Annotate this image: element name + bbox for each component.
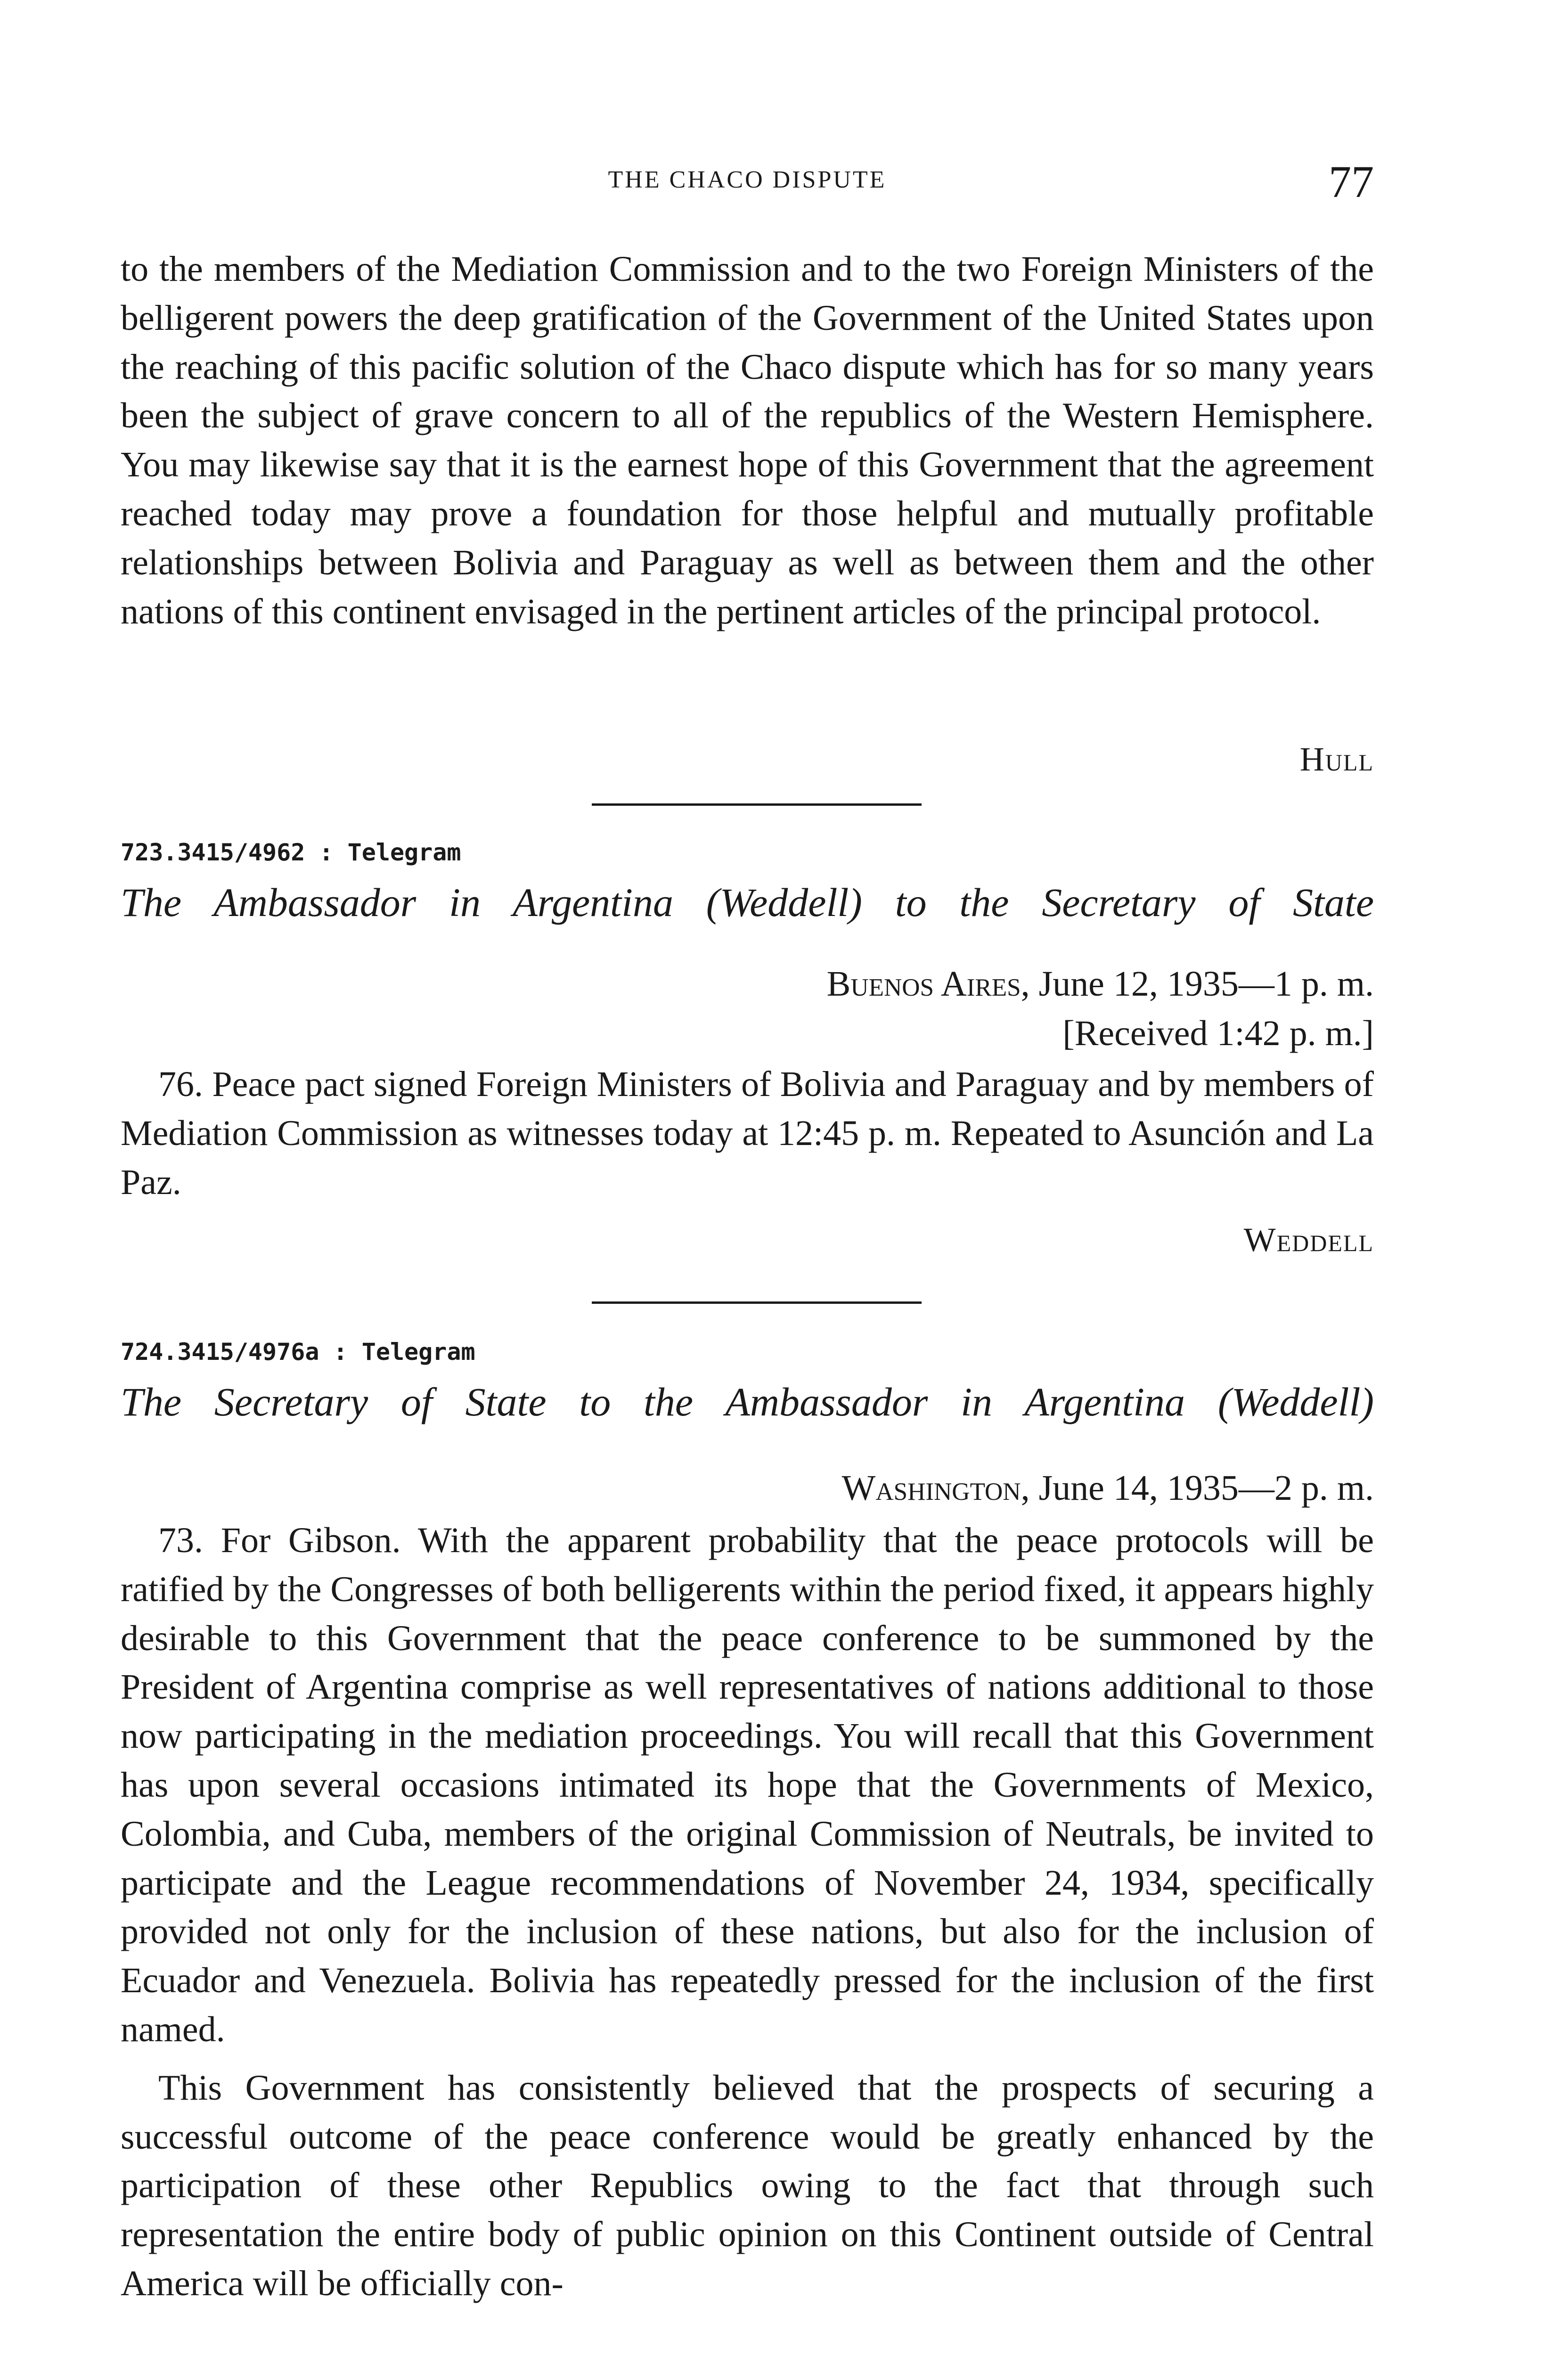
paragraph-peace-conference: This Government has consistently believed that the prospects of securing a successful outcome of the peace conference would be greatly enhanced by the participation of these other Republics owing to the fact that through such representation the entire body of public opinion on this Continent outside of Central America will be officially con- — [121, 2068, 1374, 2303]
page-number: 77 — [1329, 156, 1374, 207]
paragraph-hull-message: to the members of the Mediation Commission and to the two Foreign Ministers of the belligerent powers the deep gratification of the Government of the United States upon the reaching of this pacific solution of the Chaco dispute which has for so many years been the subject of grave concern to all of the republics of the Western Hemisphere. You may likewise say that it is the earnest hope of this Government that the agreement reached today may prove a foundation for those helpful and mutually profitable relationships between Bolivia and Paraguay as well as between them and the other nations of this continent envisaged in the pertinent articles of the principal protocol. — [121, 249, 1374, 631]
document-heading-secretary-to-weddell: The Secretary of State to the Ambassador in Argentina (Weddell) — [121, 1379, 1374, 1424]
section-divider-2 — [592, 1301, 922, 1304]
file-reference-4962: 723.3415/4962 : Telegram — [121, 839, 461, 866]
paragraph-telegram-76: 76. Peace pact signed Foreign Ministers of Bolivia and Paraguay and by members of Mediation Commission as witnesses today at 12:45 p. m. Repeated to Asunción and La Paz. — [121, 1064, 1374, 1202]
dateline-place: Washington — [841, 1468, 1021, 1508]
body-text-weddell — [121, 1060, 1374, 1207]
dateline-date: , June 14, 1935—2 p. m. — [1021, 1468, 1374, 1508]
file-reference-4976a: 724.3415/4976a : Telegram — [121, 1338, 475, 1366]
received-time: [Received 1:42 p. m.] — [1062, 1014, 1374, 1053]
section-divider-1 — [592, 803, 922, 806]
dateline-date: , June 12, 1935—1 p. m. — [1021, 964, 1374, 1004]
dateline-washington — [842, 1468, 1374, 1509]
signature-weddell: Weddell — [1243, 1221, 1374, 1259]
body-text-secretary — [121, 1516, 1374, 2308]
body-text-hull — [121, 245, 1374, 636]
signature-hull: Hull — [1299, 740, 1374, 778]
running-head — [121, 155, 1374, 207]
running-title: THE CHACO DISPUTE — [608, 166, 887, 193]
dateline-place: Buenos Aires — [826, 964, 1021, 1004]
dateline-buenos-aires — [827, 964, 1374, 1005]
document-heading-weddell-to-secretary: The Ambassador in Argentina (Weddell) to the Secretary of State — [121, 880, 1374, 925]
paragraph-telegram-73: 73. For Gibson. With the apparent probability that the peace protocols will be ratified by the Congresses of both belligerents within the period fixed, it appears highly desirable to this Government that the peace conference to be summoned by the President of Argentina comprise as well representatives of nations additional to those now participating in the mediation proceedings. You will recall that this Government has upon several occasions intimated its hope that the Governments of Mexico, Colombia, and Cuba, members of the original Commission of Neutrals, be invited to participate and the League recommendations of November 24, 1934, specifically provided not only for the inclusion of these nations, but also for the inclusion of Ecuador and Venezuela. Bolivia has repeatedly pressed for the inclusion of the first named. — [121, 1521, 1374, 2049]
